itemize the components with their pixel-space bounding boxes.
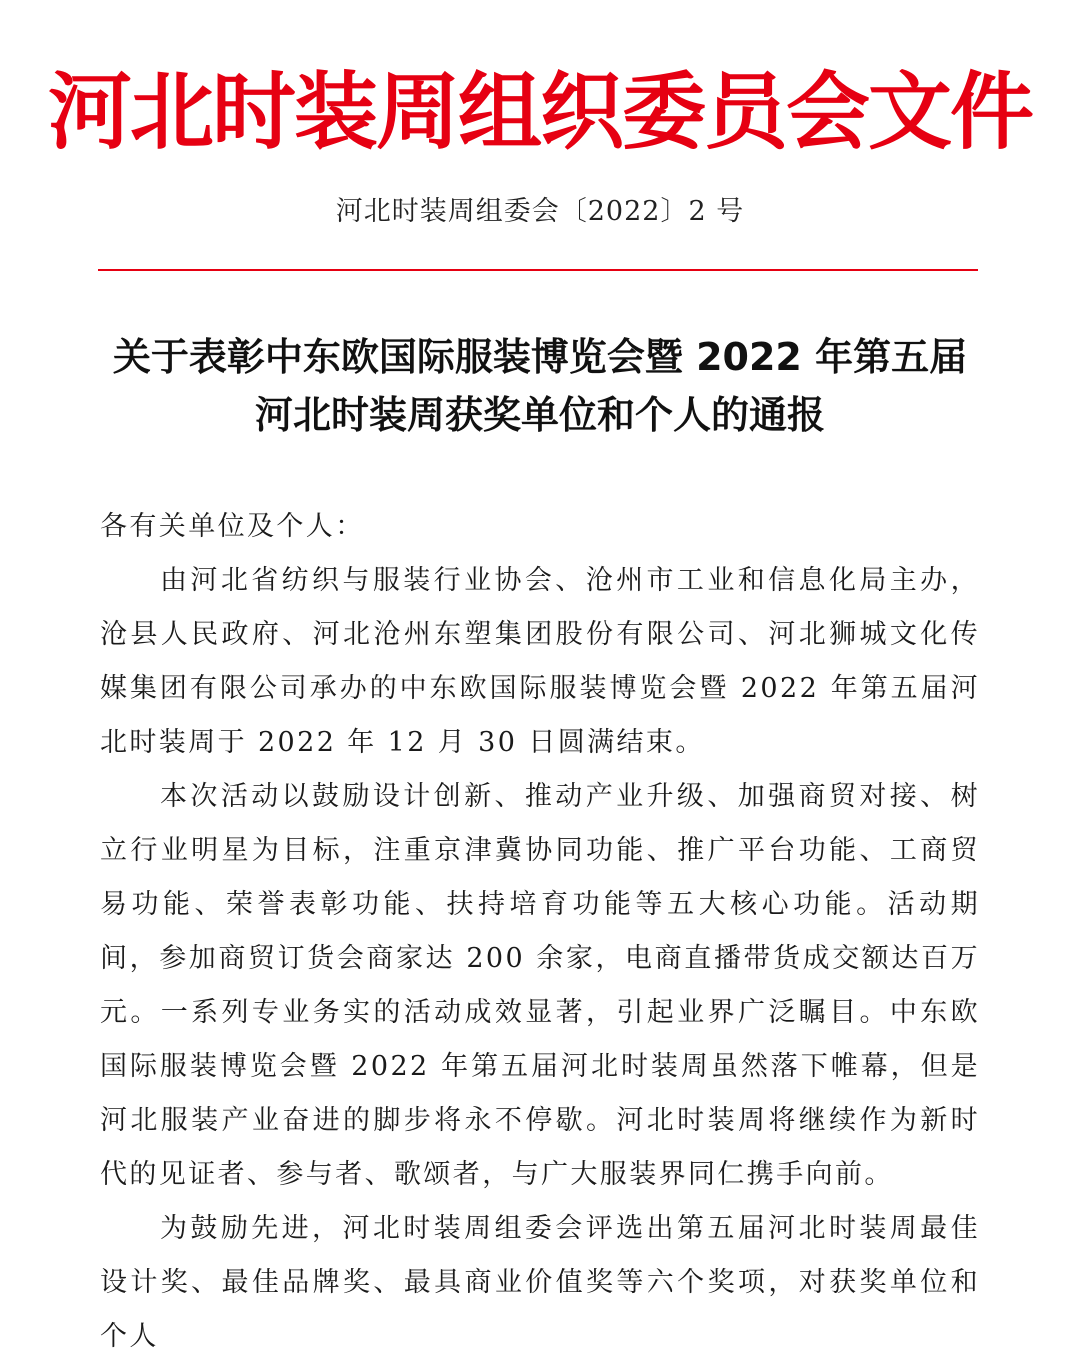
document-title	[60, 328, 1020, 444]
paragraph-1: 由河北省纺织与服装行业协会、沧州市工业和信息化局主办，沧县人民政府、河北沧州东塑集团股份有限公司、河北狮城文化传媒集团有限公司承办的中东欧国际服装博览会暨 2022 年第五届河北时装周于 2022 年 12 月 30 日圆满结束。	[100, 565, 980, 758]
salutation: 各有关单位及个人：	[100, 511, 365, 542]
title-line-1: 关于表彰中东欧国际服装博览会暨 2022 年第五届	[112, 335, 968, 379]
issuer-header: 河北时装周组织委员会文件	[47, 63, 1032, 161]
document-number: 河北时装周组委会〔2022〕2 号	[335, 196, 745, 227]
paragraph-2: 本次活动以鼓励设计创新、推动产业升级、加强商贸对接、树立行业明星为目标，注重京津冀协同功能、推广平台功能、工商贸易功能、荣誉表彰功能、扶持培育功能等五大核心功能。活动期间，参加商贸订货会商家达 200 余家，电商直播带货成交额达百万元。一系列专业务实的活动成效显著，引起业界广泛瞩目。中东欧国际服装博览会暨 2022 年第五届河北时装周虽然落下帷幕，但是河北服装产业奋进的脚步将永不停歇。河北时装周将继续作为新时代的见证者、参与者、歌颂者，与广大服装界同仁携手向前。	[100, 781, 980, 1190]
red-divider	[98, 269, 978, 271]
title-line-2: 河北时装周获奖单位和个人的通报	[254, 393, 825, 437]
paragraph-3: 为鼓励先进，河北时装周组委会评选出第五届河北时装周最佳设计奖、最佳品牌奖、最具商业价值奖等六个奖项，对获奖单位和个人	[100, 1213, 980, 1352]
document-body	[100, 500, 980, 1364]
